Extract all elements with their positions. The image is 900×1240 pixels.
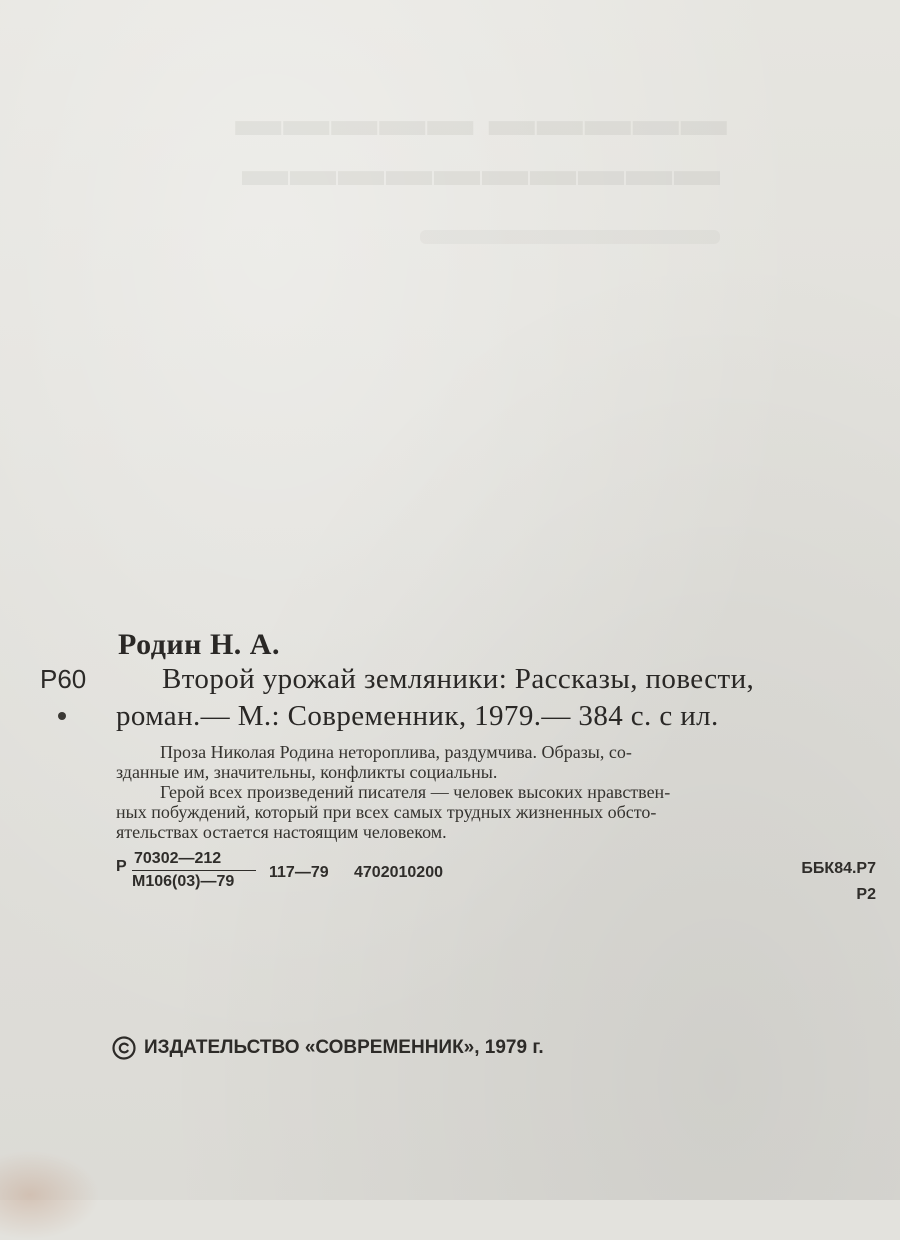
bleed-through-print: ▬▬▬▬▬ ▬▬▬▬▬ ▬▬▬▬▬▬▬▬▬▬ <box>233 94 727 195</box>
code-number: 4702010200 <box>354 864 443 881</box>
bbk-code: ББК84.Р7 <box>801 860 876 877</box>
catalog-fraction <box>132 850 256 891</box>
annotation-block <box>116 742 876 842</box>
fraction-rule <box>132 870 256 871</box>
copyright-icon <box>112 1036 136 1060</box>
copyright-line <box>112 1036 544 1060</box>
bleed-through-line <box>420 230 720 244</box>
bibliography-line-1: Второй урожай земляники: Рассказы, повести, <box>162 663 755 695</box>
bibliography-line-2: роман.— М.: Современник, 1979.— 384 с. с ил. <box>116 700 719 732</box>
catalog-block <box>116 850 876 910</box>
finger-shadow <box>0 1150 100 1240</box>
annotation-line: ятельствах остается настоящим человеком. <box>116 822 447 842</box>
fraction-numerator: 70302—212 <box>134 850 222 867</box>
catalog-prefix: Р <box>116 858 127 875</box>
catalog-index: Р2 <box>856 886 876 903</box>
fraction-denominator: М106(03)—79 <box>132 873 235 890</box>
order-number: 117—79 <box>269 864 329 881</box>
copyright-text: ИЗДАТЕЛЬСТВО «СОВРЕМЕННИК», 1979 г. <box>144 1037 544 1058</box>
annotation-line: зданные им, значительны, конфликты социальны. <box>116 762 498 782</box>
ink-dot <box>58 712 66 720</box>
annotation-line: Проза Николая Родина неторопливa, раздумчива. Образы, со- <box>160 742 632 762</box>
author-name: Родин Н. А. <box>118 628 280 661</box>
annotation-line: Герой всех произведений писателя — человек высоких нравствен- <box>160 782 671 802</box>
catalog-code: Р60 <box>40 664 87 694</box>
annotation-line: ных побуждений, который при всех самых трудных жизненных обсто- <box>116 802 657 822</box>
